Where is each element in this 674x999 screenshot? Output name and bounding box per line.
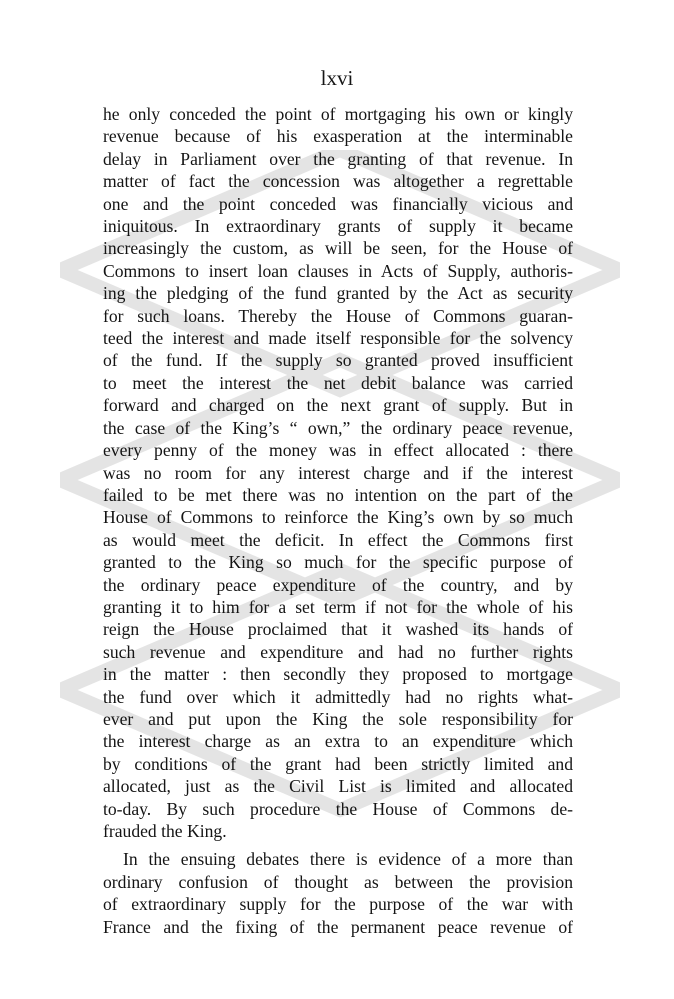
- text-line: iniquitous. In extraordinary grants of supply it became: [103, 216, 573, 237]
- text-line: every penny of the money was in effect allocated : there: [103, 440, 573, 461]
- text-line: France and the fixing of the permanent peace revenue of: [103, 916, 573, 937]
- page-number: lxvi: [320, 66, 354, 90]
- text-line: forward and charged on the next grant of supply. But in: [103, 395, 573, 416]
- text-line: allocated, just as the Civil List is limited and allocated: [103, 776, 573, 797]
- text-line: ordinary confusion of thought as between the provision: [103, 871, 573, 892]
- text-line: frauded the King.: [103, 821, 227, 841]
- text-line: of the fund. If the supply so granted proved insufficient: [103, 350, 573, 371]
- text-line: Commons to insert loan clauses in Acts of Supply, authoris-: [103, 260, 573, 281]
- text-line: granted to the King so much for the specific purpose of: [103, 552, 573, 573]
- text-line: increasingly the custom, as will be seen, for the House of: [103, 238, 573, 259]
- text-line: revenue because of his exasperation at the interminable: [103, 126, 573, 147]
- text-line: for such loans. Thereby the House of Commons guaran-: [103, 305, 573, 326]
- text-line: failed to be met there was no intention on the part of the: [103, 484, 573, 505]
- text-line: as would meet the deficit. In effect the Commons first: [103, 529, 573, 550]
- paragraph-2: [103, 848, 573, 938]
- text-line: in the matter : then secondly they proposed to mortgage: [103, 664, 573, 685]
- text-line: In the ensuing debates there is evidence of a more than: [123, 849, 573, 870]
- text-line: such revenue and expenditure and had no further rights: [103, 641, 573, 662]
- text-line: he only conceded the point of mortgaging his own or kingly: [103, 104, 573, 124]
- text-line: the ordinary peace expenditure of the country, and by: [103, 574, 573, 595]
- text-line: to meet the interest the net debit balance was carried: [103, 372, 573, 393]
- text-line: delay in Parliament over the granting of that revenue. In: [103, 148, 573, 169]
- paragraph-1: [103, 103, 573, 842]
- text-line: one and the point conceded was financially vicious and: [103, 193, 573, 214]
- text-line: matter of fact the concession was altogether a regrettable: [103, 171, 573, 192]
- text-line: of extraordinary supply for the purpose of the war with: [103, 894, 573, 915]
- text-line: the interest charge as an extra to an expenditure which: [103, 731, 573, 752]
- text-line: to-day. By such procedure the House of Commons de-: [103, 798, 573, 819]
- text-line: by conditions of the grant had been strictly limited and: [103, 753, 573, 774]
- text-line: teed the interest and made itself responsible for the solvency: [103, 328, 573, 349]
- text-line: reign the House proclaimed that it washed its hands of: [103, 619, 573, 640]
- text-line: House of Commons to reinforce the King’s own by so much: [103, 507, 573, 528]
- text-line: the fund over which it admittedly had no rights what-: [103, 686, 573, 707]
- body-text: [103, 103, 573, 938]
- text-line: ever and put upon the King the sole responsibility for: [103, 708, 573, 729]
- text-line: was no room for any interest charge and if the interest: [103, 462, 573, 483]
- text-line: the case of the King’s “ own,” the ordinary peace revenue,: [103, 417, 573, 438]
- text-line: granting it to him for a set term if not for the whole of his: [103, 596, 573, 617]
- text-line: ing the pledging of the fund granted by the Act as security: [103, 283, 573, 304]
